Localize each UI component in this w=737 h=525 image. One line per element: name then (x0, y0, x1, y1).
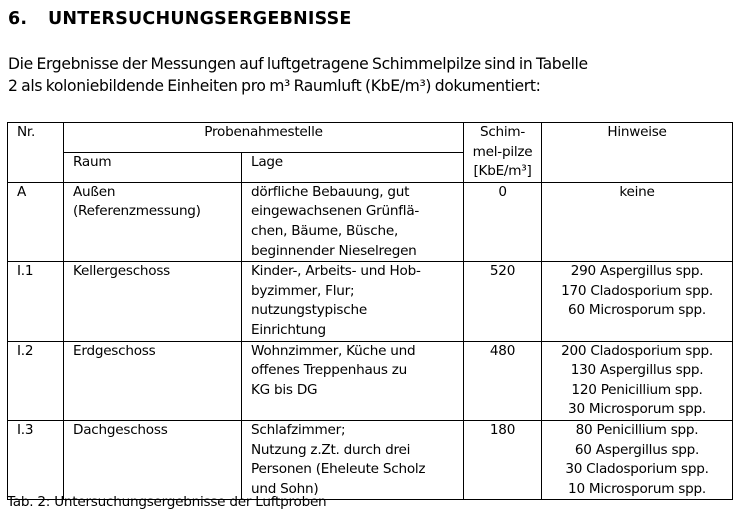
header-nr: Nr. (8, 123, 64, 183)
cell-lage: Kinder-, Arbeits- und Hob- byzimmer, Flur; nutzungstypische Einrichtung (242, 262, 464, 341)
cell-value: 480 (464, 341, 542, 420)
section-number: 6. (8, 9, 28, 29)
header-lage: Lage (242, 152, 464, 182)
cell-nr: I.2 (8, 341, 64, 420)
cell-value: 520 (464, 262, 542, 341)
cell-lage: Wohnzimmer, Küche und offenes Treppenhaus zu KG bis DG (242, 341, 464, 420)
section-heading (8, 9, 352, 29)
header-raum: Raum (64, 152, 242, 182)
cell-lage: Schlafzimmer; Nutzung z.Zt. durch drei Personen (Eheleute Scholz und Sohn) (242, 420, 464, 499)
cell-hinweise: 200 Cladosporium spp. 130 Aspergillus spp. 120 Penicillium spp. 30 Microsporum spp. (542, 341, 733, 420)
cell-raum: Erdgeschoss (64, 341, 242, 420)
section-title: UNTERSUCHUNGSERGEBNISSE (48, 9, 352, 29)
intro-line: 2 als koloniebildende Einheiten pro m³ Raumluft (KbE/m³) dokumentiert: (8, 77, 541, 95)
cell-raum: Dachgeschoss (64, 420, 242, 499)
table-row (8, 420, 733, 499)
header-schimmelpilze: Schim- mel-pilze [KbE/m³] (464, 123, 542, 183)
cell-lage: dörfliche Bebauung, gut eingewachsenen Grünflä- chen, Bäume, Büsche, beginnender Nieselregen (242, 182, 464, 261)
cell-value: 180 (464, 420, 542, 499)
cell-hinweise: 290 Aspergillus spp. 170 Cladosporium spp. 60 Microsporum spp. (542, 262, 733, 341)
table-row (8, 182, 733, 261)
results-table (7, 122, 733, 500)
intro-paragraph (8, 53, 736, 97)
table-row (8, 341, 733, 420)
table-row (8, 262, 733, 341)
cell-nr: I.1 (8, 262, 64, 341)
intro-line: Die Ergebnisse der Messungen auf luftgetragene Schimmelpilze sind in Tabelle (8, 55, 588, 73)
table-header (8, 123, 733, 183)
cell-hinweise: keine (542, 182, 733, 261)
table-caption: Tab. 2: Untersuchungsergebnisse der Luftproben (7, 494, 327, 510)
cell-nr: I.3 (8, 420, 64, 499)
header-hinweise: Hinweise (542, 123, 733, 183)
cell-value: 0 (464, 182, 542, 261)
cell-raum: Außen (Referenzmessung) (64, 182, 242, 261)
cell-nr: A (8, 182, 64, 261)
header-probenahmestelle: Probenahmestelle (64, 123, 464, 153)
cell-hinweise: 80 Penicillium spp. 60 Aspergillus spp. 30 Cladosporium spp. 10 Microsporum spp. (542, 420, 733, 499)
cell-raum: Kellergeschoss (64, 262, 242, 341)
